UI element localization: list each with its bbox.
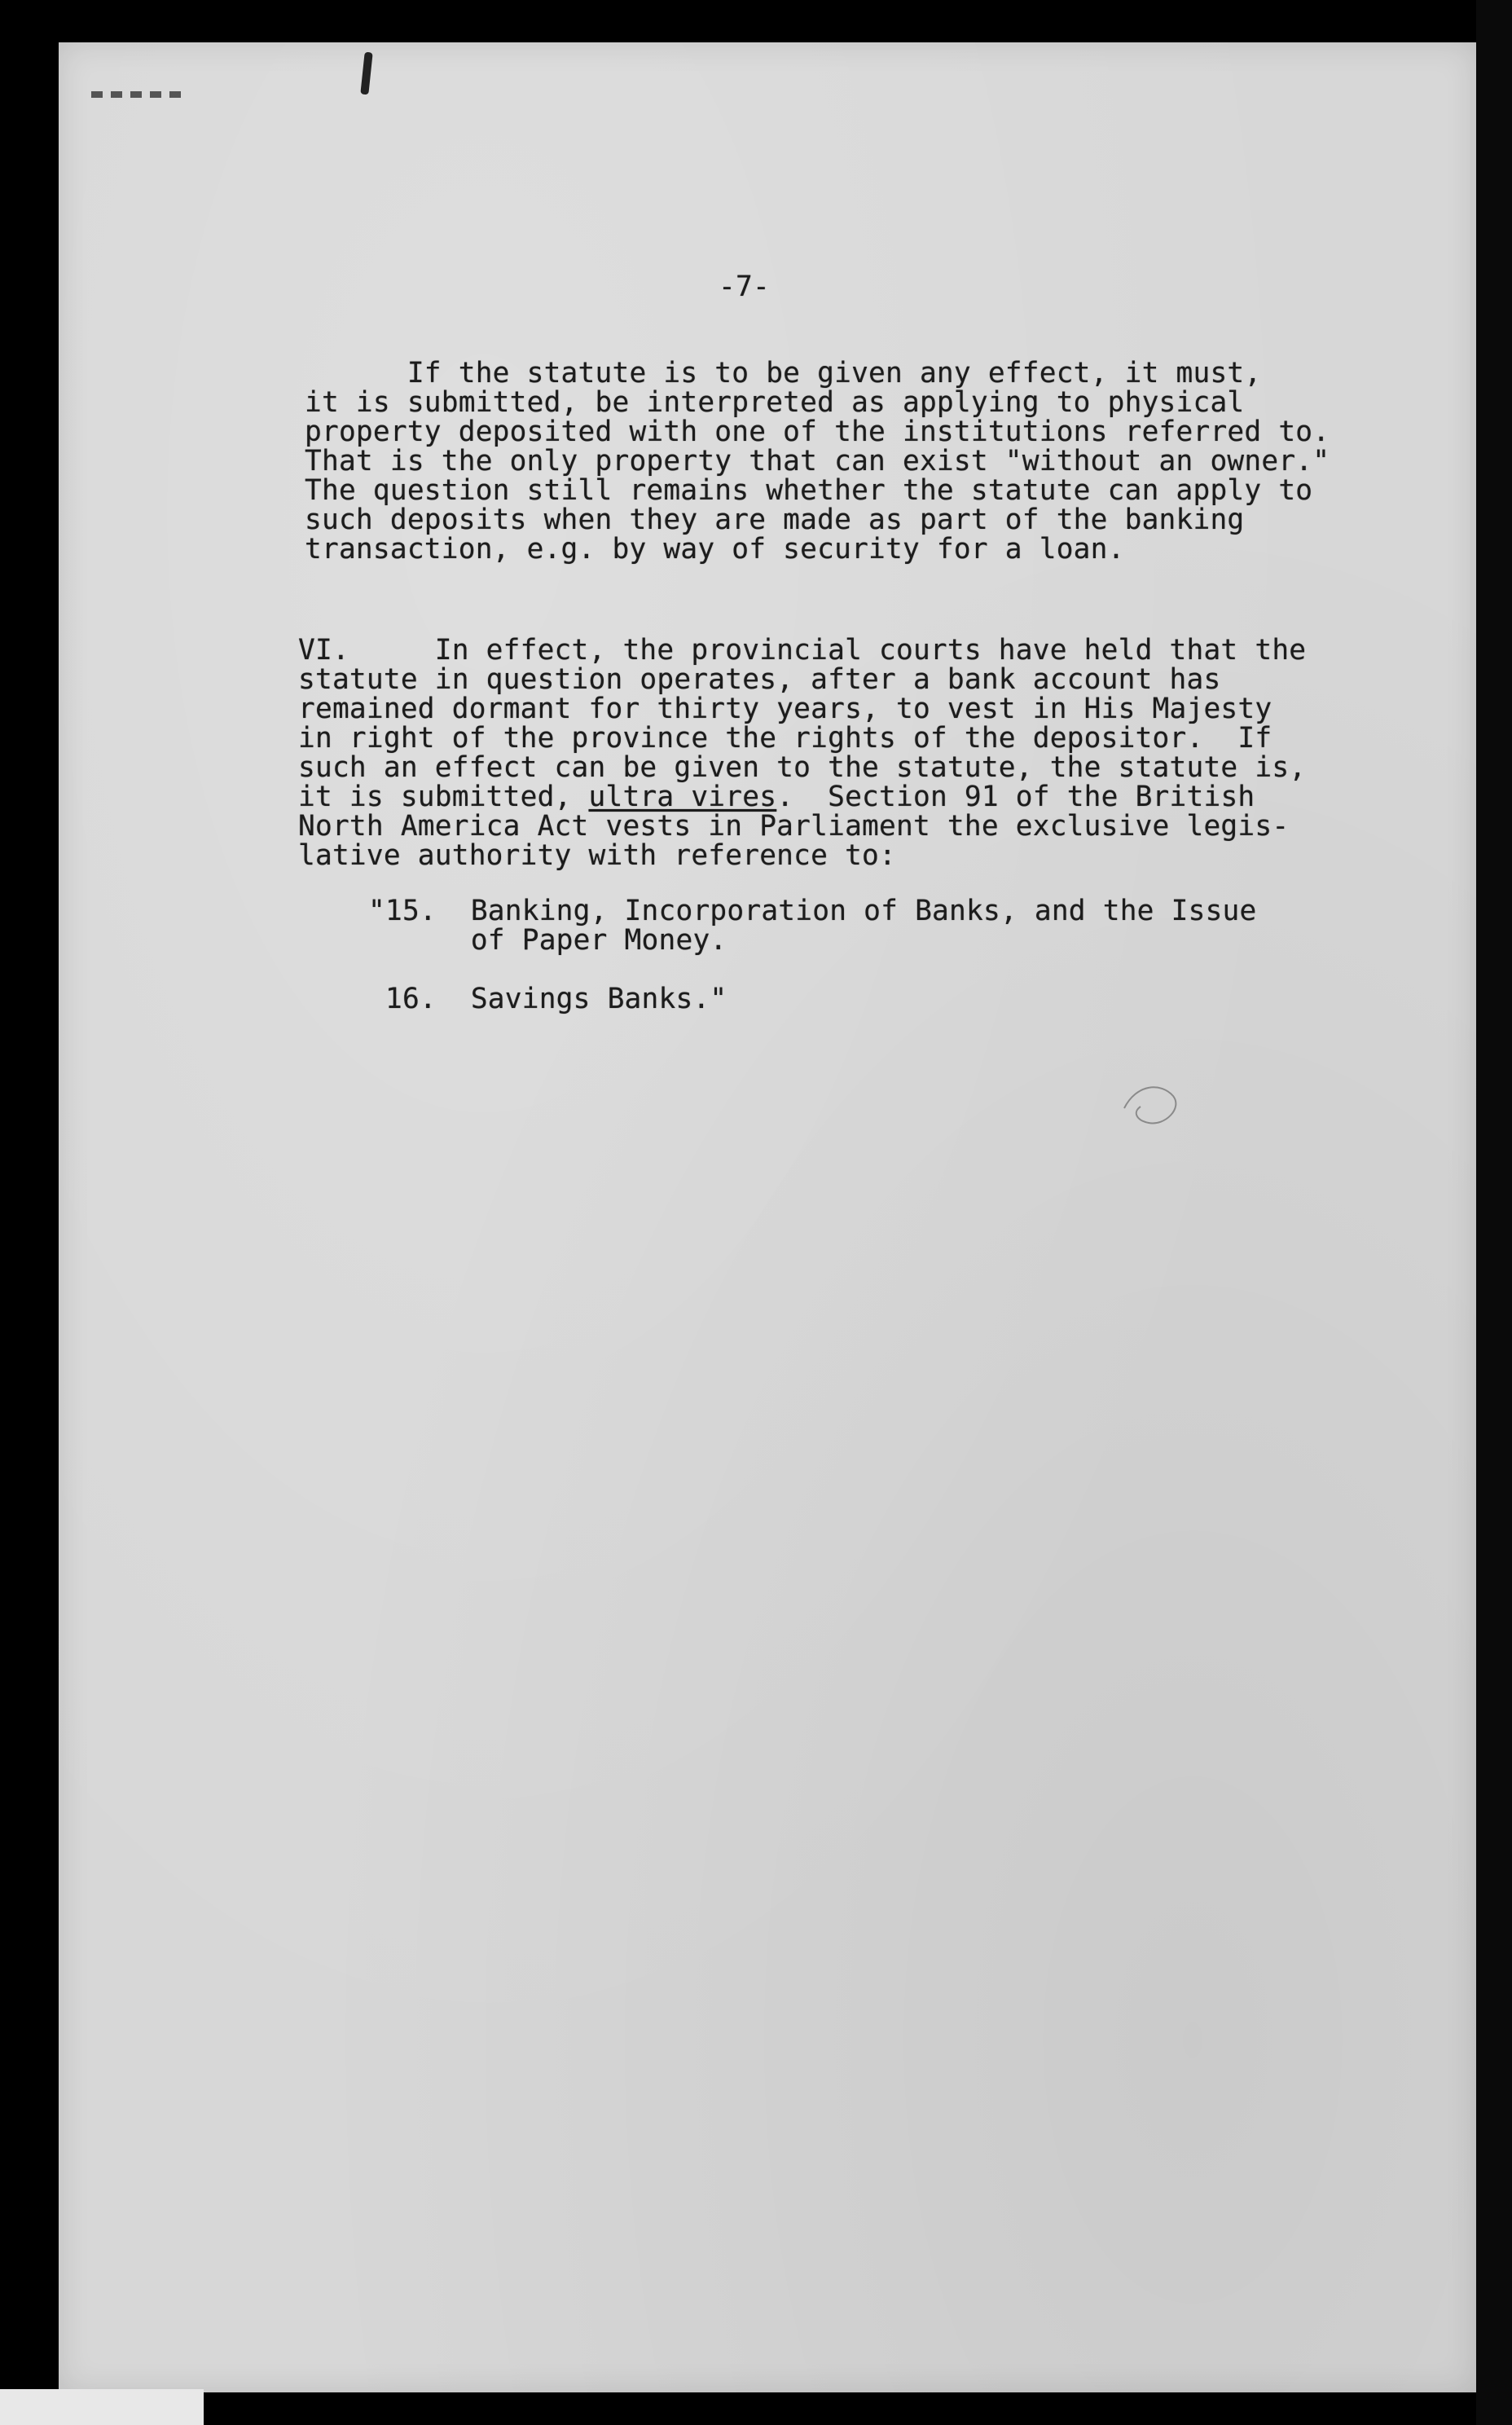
para1-line: That is the only property that can exist "without an owner." bbox=[305, 445, 1330, 478]
para1-line: it is submitted, be interpreted as applying to physical bbox=[305, 386, 1245, 419]
section-vi-line: statute in question operates, after a bank account has bbox=[298, 663, 1221, 696]
para1-line: If the statute is to be given any effect, it must, bbox=[305, 357, 1262, 389]
section-vi-line: North America Act vests in Parliament the exclusive legis- bbox=[298, 810, 1290, 843]
para1-line: property deposited with one of the institutions referred to. bbox=[305, 416, 1330, 448]
ultra-vires-emphasis: ultra vires bbox=[588, 781, 777, 813]
paragraph-statute-effect bbox=[305, 359, 1330, 564]
section-vi-line: lative authority with reference to: bbox=[298, 839, 896, 872]
section-vi-line: remained dormant for thirty years, to vest in His Majesty bbox=[298, 693, 1272, 725]
section-vi-line: VI. In effect, the provincial courts have held that the bbox=[298, 634, 1307, 667]
scan-border bbox=[1476, 0, 1512, 2425]
item15-line: "15. Banking, Incorporation of Banks, and the Issue bbox=[368, 895, 1257, 927]
para1-line: such deposits when they are made as part of the banking bbox=[305, 504, 1245, 536]
scan-artifact-dashes bbox=[91, 91, 181, 98]
para1-line: transaction, e.g. by way of security for a loan. bbox=[305, 533, 1125, 566]
item15-line: of Paper Money. bbox=[368, 924, 727, 957]
para1-line: The question still remains whether the statute can apply to bbox=[305, 474, 1313, 507]
section-vi-line: in right of the province the rights of the depositor. If bbox=[298, 722, 1272, 755]
section-vi-line-prefix: it is submitted, bbox=[298, 781, 589, 813]
page-number: -7- bbox=[719, 271, 770, 303]
scan-corner-tab bbox=[0, 2389, 204, 2425]
pencil-scribble-icon bbox=[1116, 1076, 1189, 1141]
section-vi-paragraph bbox=[298, 636, 1306, 870]
section-vi-line-suffix: . Section 91 of the British bbox=[776, 781, 1255, 813]
quoted-item-16: 16. Savings Banks." bbox=[368, 983, 727, 1015]
quoted-item-15 bbox=[368, 896, 1256, 955]
section-vi-line: such an effect can be given to the statute, the statute is, bbox=[298, 751, 1307, 784]
